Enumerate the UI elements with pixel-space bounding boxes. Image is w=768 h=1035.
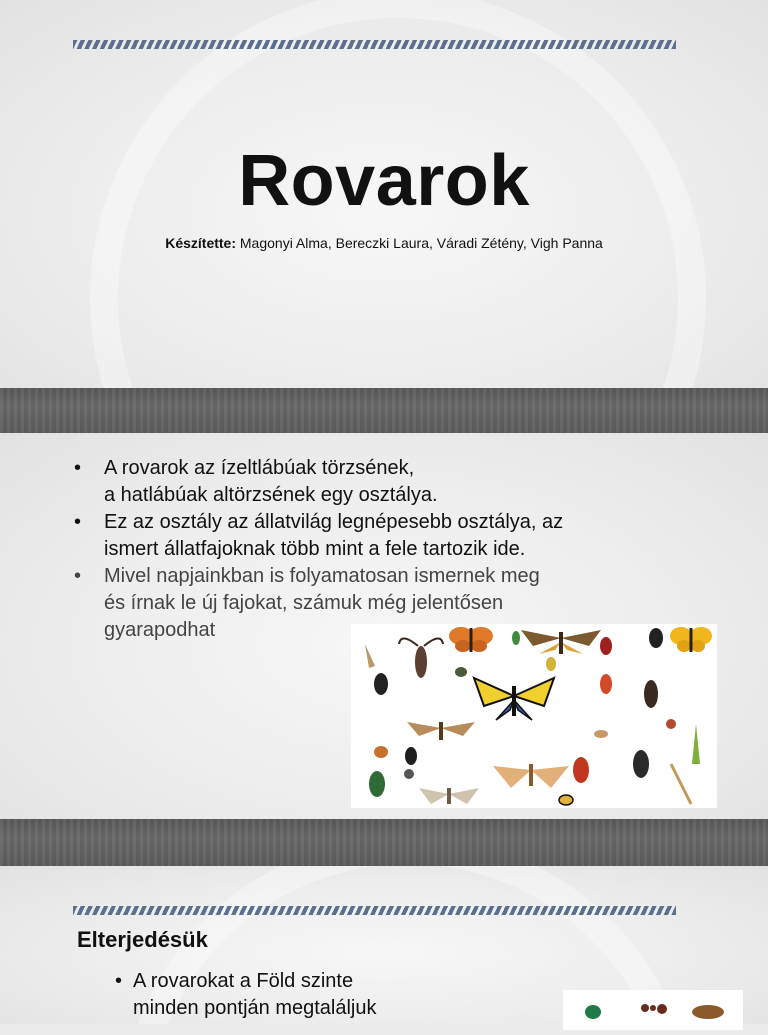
cricket-icon	[692, 1005, 724, 1019]
beetle-icon	[585, 1005, 601, 1019]
bullet-text: a hatlábúak altörzsének egy osztálya.	[104, 484, 438, 506]
bullet-text: Ez az osztály az állatvilág legnépesebb osztálya, az	[104, 511, 564, 533]
author-label: Készítette:	[165, 235, 236, 251]
beetle-icon	[633, 750, 649, 778]
bullet-list	[74, 455, 634, 644]
beetle-icon	[405, 747, 417, 765]
bullet-list	[115, 968, 445, 1022]
bug-icon	[666, 719, 676, 729]
grasshopper-icon	[365, 644, 375, 668]
bullet-text: gyarapodhat	[104, 619, 216, 641]
stick-insect-icon	[671, 764, 691, 804]
author-names: Magonyi Alma, Bereczki Laura, Váradi Zétény, Vigh Panna	[236, 235, 603, 251]
insect-collage-image	[351, 624, 717, 808]
swallowtail-butterfly-icon	[474, 678, 554, 720]
moth-icon	[493, 764, 569, 788]
bullet-dot: •	[74, 457, 82, 479]
moth-icon	[521, 630, 601, 654]
bug-icon	[594, 730, 608, 738]
decorative-stripe	[73, 906, 676, 915]
title-slide	[0, 0, 768, 388]
decorative-stripe	[73, 40, 676, 49]
bullet-item	[115, 968, 445, 1022]
longhorn-beetle-icon	[399, 638, 443, 678]
beetle-icon	[644, 680, 658, 708]
beetle-icon	[374, 673, 388, 695]
ant-icon	[641, 1004, 667, 1014]
bullet-dot: •	[74, 565, 82, 587]
bee-icon	[559, 795, 573, 805]
fly-icon	[404, 769, 414, 779]
mantis-icon	[692, 724, 700, 764]
fly-icon	[455, 667, 467, 677]
bullet-dot: •	[115, 970, 123, 992]
beetle-icon	[600, 637, 612, 655]
beetle-icon	[369, 771, 385, 797]
authors-line	[0, 235, 768, 251]
section-heading: Elterjedésük	[77, 927, 208, 952]
insect-graphic	[563, 990, 743, 1030]
bullet-dot: •	[74, 511, 82, 533]
beetle-icon	[600, 674, 612, 694]
bullet-text: A rovarok az ízeltlábúak törzsének,	[104, 457, 415, 479]
bullet-text: minden pontján megtaláljuk	[133, 997, 377, 1019]
bug-icon	[374, 746, 388, 758]
slide-separator	[0, 388, 768, 433]
bullet-text: A rovarokat a Föld szinte	[133, 970, 354, 992]
bullet-text: és írnak le új fajokat, számuk még jelentősen	[104, 592, 504, 614]
slide-title: Rovarok	[238, 141, 530, 221]
bug-icon	[512, 631, 520, 645]
moth-icon	[419, 788, 479, 804]
bullet-item	[74, 455, 634, 509]
bug-icon	[546, 657, 556, 671]
butterfly-icon	[670, 627, 712, 652]
butterfly-icon	[449, 627, 493, 652]
bullet-item	[74, 509, 634, 563]
insect-image	[563, 990, 743, 1030]
moth-icon	[407, 722, 475, 740]
slide-separator	[0, 819, 768, 866]
beetle-icon	[649, 628, 663, 648]
bullet-text: Mivel napjainkban is folyamatosan ismernek meg	[104, 565, 540, 587]
beetle-icon	[573, 757, 589, 783]
bullet-text: ismert állatfajoknak több mint a fele tartozik ide.	[104, 538, 526, 560]
insect-collage-graphic	[351, 624, 717, 808]
